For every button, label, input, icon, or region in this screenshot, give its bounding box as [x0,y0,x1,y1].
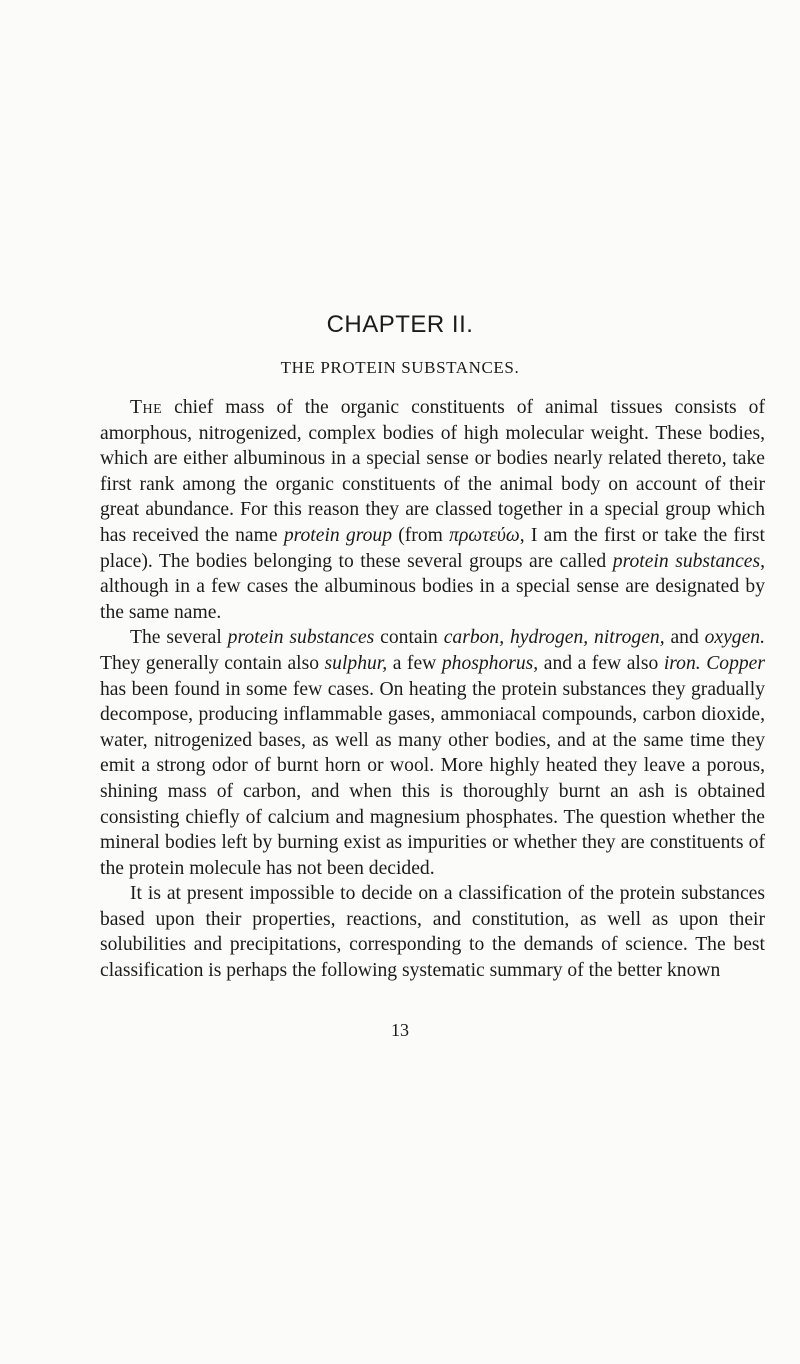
text-run: and a few also [538,652,664,674]
italic-term: Copper [706,652,765,674]
text-run: has been found in some few cases. On heating the protein substances they gradually decompose, producing inflammable gases, ammoniacal compounds, carbon dioxide, water, nitrogenized bases, as well as many other bodies, and at the same time they emit a strong odor of burnt horn or wool. More highly heated they leave a porous, shining mass of carbon, and when this is thoroughly burnt an ash is obtained consisting chiefly of calcium and magnesium phosphates. The question whether the mineral bodies left by burning exist as impurities or whether they are constituents of the protein molecule has not been decided. [100,678,765,879]
text-run: (from [392,524,450,546]
italic-term: oxygen. [704,627,765,649]
text-run: contain [374,627,444,649]
paragraph-3 [100,881,765,983]
italic-term: phosphorus, [441,652,539,674]
text-run: They generally contain also [100,652,325,674]
text-run: a few [387,652,442,674]
text-run: , I am the first or take the first place). The bodies belonging to these several groups are called [100,524,765,572]
text-run: The several [130,627,228,649]
greek-term: πρωτεύω [449,524,520,546]
italic-term: carbon, hydrogen, nitrogen, [443,627,665,649]
chapter-title: CHAPTER II. [326,311,474,338]
text-run: , although in a few cases the albuminous bodies in a special sense are designated by the same name. [100,550,765,623]
page-number: 13 [391,1020,409,1040]
paragraph-1 [100,395,765,625]
text-run: It is at present impossible to decide on a classification of the protein substances based upon their properties, reactions, and constitution, as well as upon their solubilities and precipitations, corresponding to the demands of science. The best classification is perhaps the following systematic summary of the better known [100,883,765,982]
italic-term: protein substances [612,550,761,572]
body-text [100,395,765,984]
section-title: THE PROTEIN SUBSTANCES. [280,358,520,377]
italic-term: sulphur, [324,652,388,674]
text-run: chief mass of the organic constituents of animal tissues consists of amorphous, nitrogenized, complex bodies of high molecular weight. These bodies, which are either albuminous in a special sense or bodies nearly related thereto, take first rank among the organic constituents of the animal body on account of their great abundance. For this reason they are classed together in a special group which has received the name [100,397,765,546]
paragraph-lead-word: The [130,397,163,418]
italic-term: protein substances [227,627,375,649]
italic-term: iron. [663,652,701,674]
text-run: and [664,627,705,649]
italic-term: protein group [283,524,393,546]
paragraph-2 [100,625,765,881]
